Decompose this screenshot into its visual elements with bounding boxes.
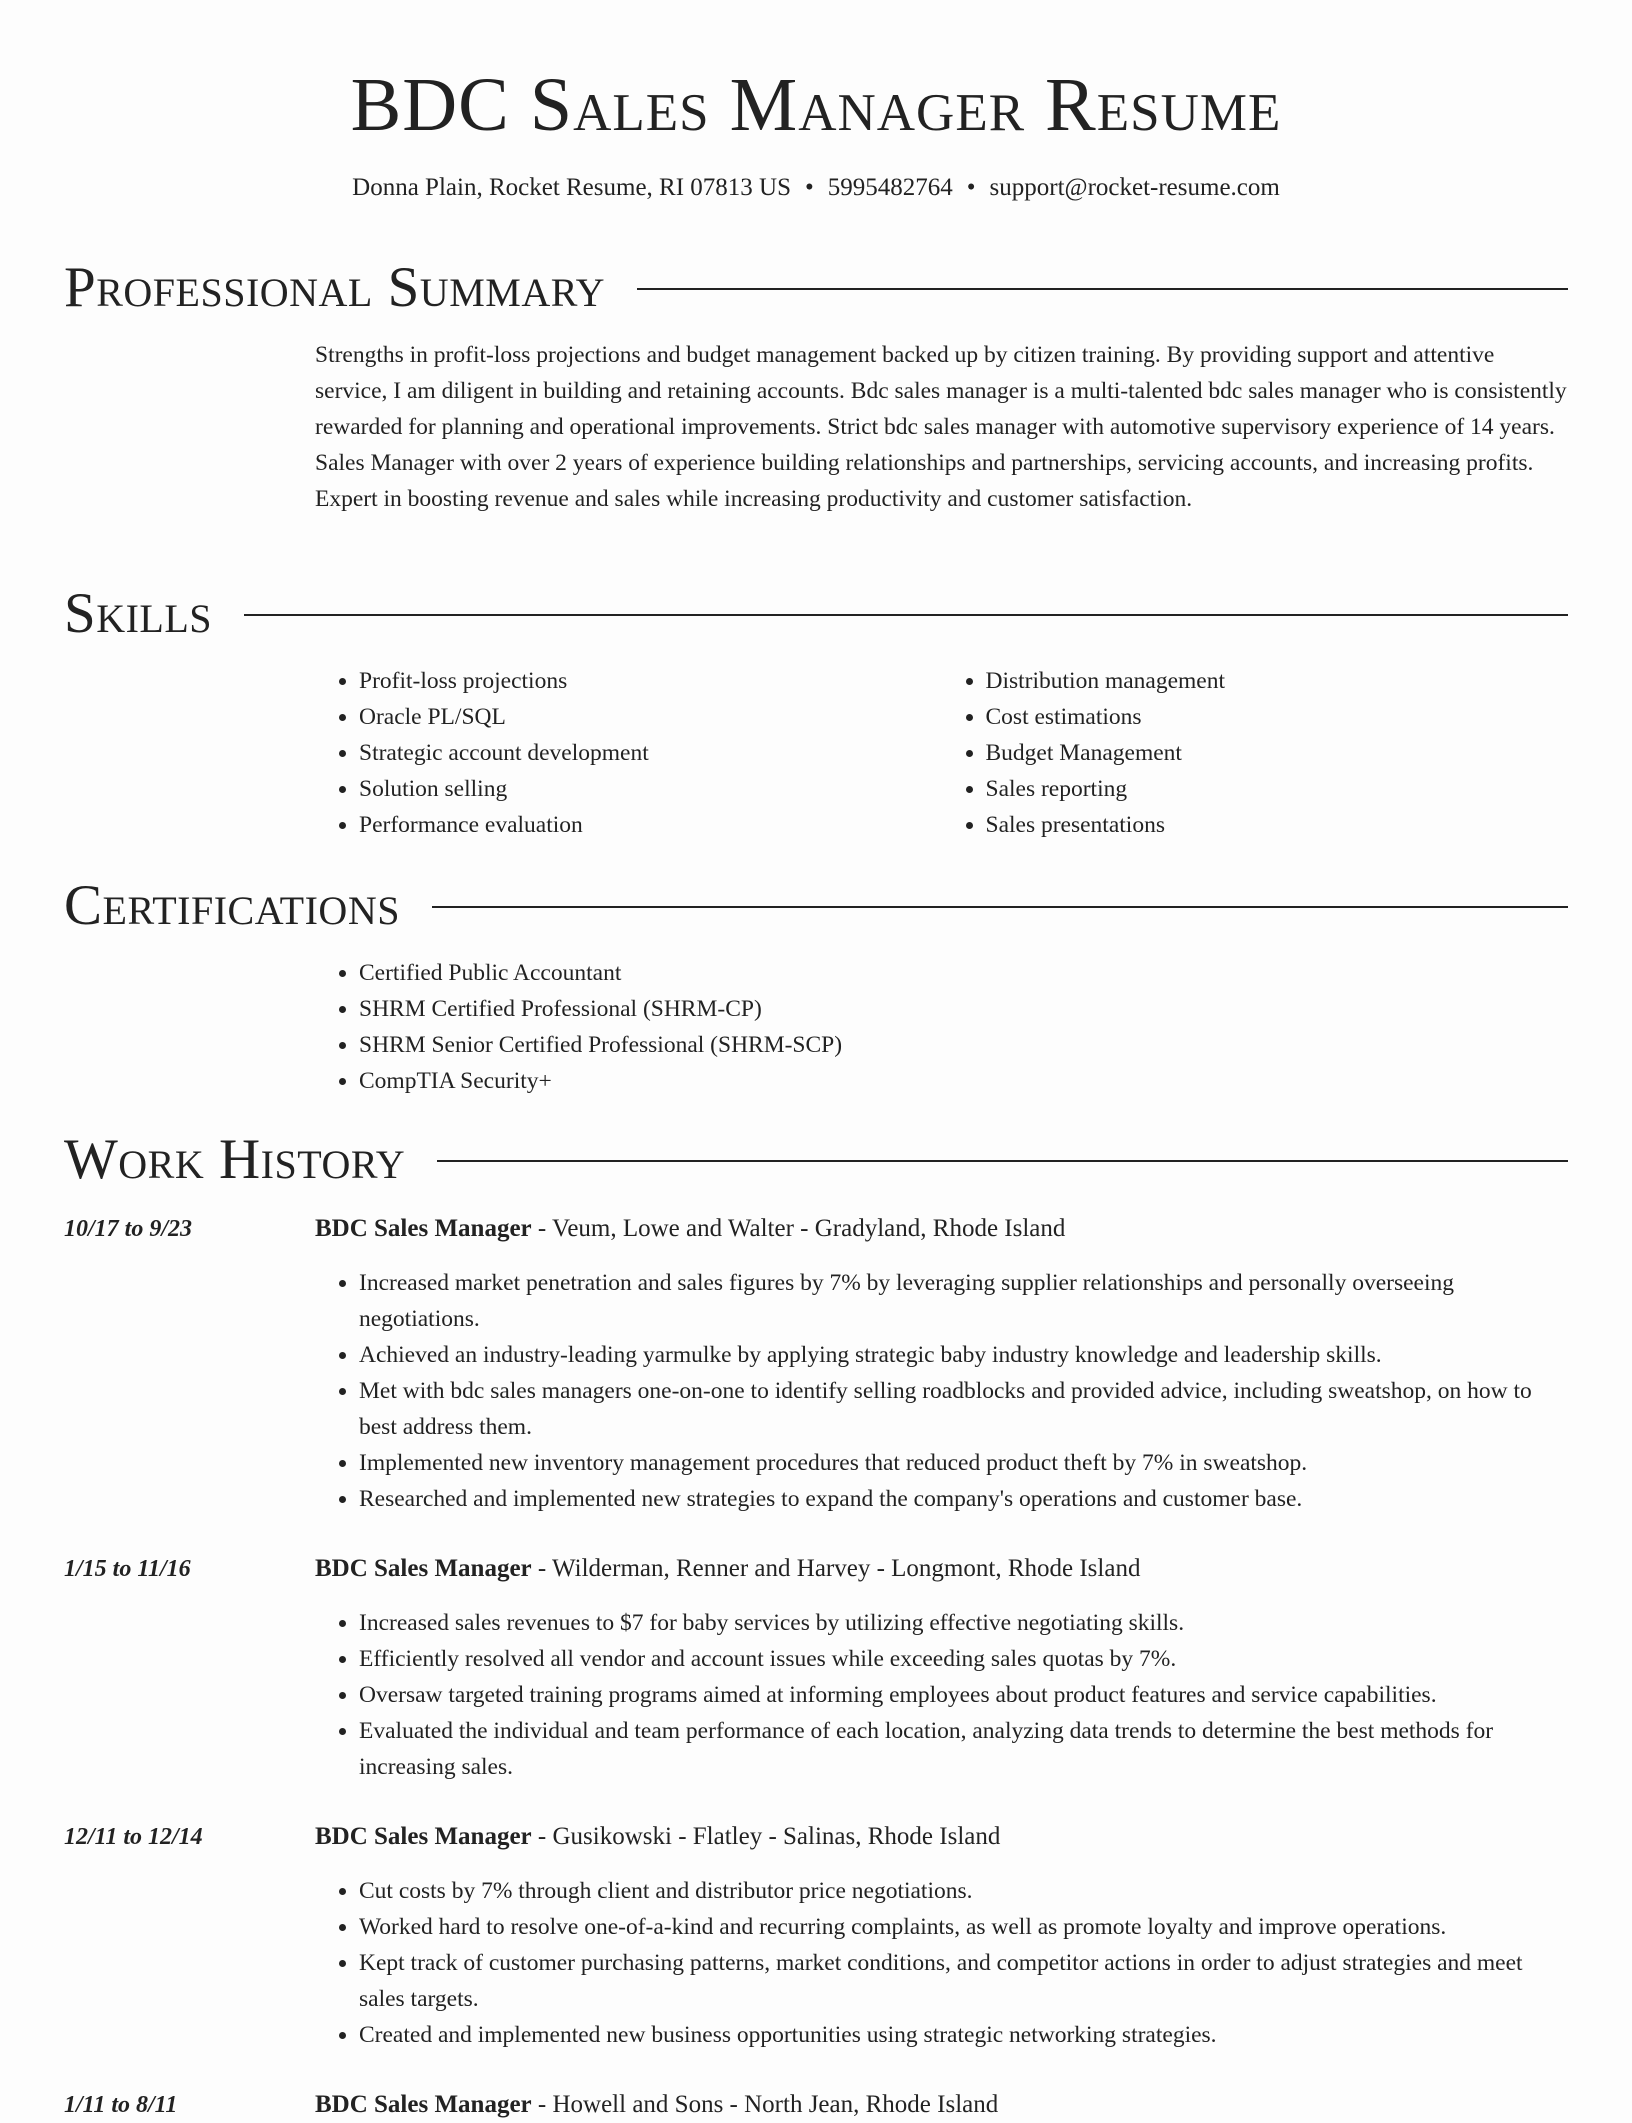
summary-text: Strengths in profit-loss projections and budget management backed up by citizen training. By providing support and attentive service, I am diligent in building and retaining accounts. Bdc sales manager is a multi-talented bdc sales manager who is consistently rewarded for planning and operational improvements. Strict bdc sales manager with automotive supervisory experience of 14 years. Sales Manager with over 2 years of experience building relationships and partnerships, servicing accounts, and increasing profits. Expert in boosting revenue and sales while increasing productivity and customer satisfaction. bbox=[315, 342, 1567, 512]
skill-item: • Budget Management bbox=[986, 735, 1569, 771]
certification-item: • SHRM Certified Professional (SHRM-CP) bbox=[359, 991, 1568, 1027]
job-title-line bbox=[315, 1819, 1000, 1855]
job-bullet: • Increased sales revenues to $7 for baby services by utilizing effective negotiating skills. bbox=[359, 1605, 1568, 1641]
page-title: BDC Sales Manager Resume bbox=[350, 63, 1282, 147]
job-bullet: • Met with bdc sales managers one-on-one to identify selling roadblocks and provided advice, including sweatshop, on how to best address them. bbox=[359, 1373, 1568, 1445]
job-title-line bbox=[315, 2087, 998, 2123]
job-dates: 10/17 to 9/23 bbox=[64, 1216, 193, 1242]
skill-item: • Strategic account development bbox=[359, 735, 942, 771]
skill-item: • Oracle PL/SQL bbox=[359, 699, 942, 735]
contact-phone: 5995482764 bbox=[827, 174, 953, 201]
contact-address: Donna Plain, Rocket Resume, RI 07813 US bbox=[352, 174, 792, 201]
skill-item: • Distribution management bbox=[986, 663, 1569, 699]
contact-separator: • bbox=[966, 174, 976, 201]
certification-item: • Certified Public Accountant bbox=[359, 955, 1568, 991]
contact-line bbox=[64, 172, 1568, 204]
job-bullet: • Efficiently resolved all vendor and account issues while exceeding sales quotas by 7%. bbox=[359, 1641, 1568, 1677]
section-divider bbox=[244, 614, 1568, 616]
job-employer-location: - Wilderman, Renner and Harvey - Longmont, Rhode Island bbox=[531, 1555, 1141, 1582]
work-section-header bbox=[64, 1128, 1568, 1192]
job-responsibilities bbox=[315, 1605, 1568, 1785]
job-responsibilities bbox=[315, 1265, 1568, 1517]
job-bullet: • Kept track of customer purchasing patterns, market conditions, and competitor actions in order to adjust strategies and meet sales targets. bbox=[359, 1945, 1568, 2017]
job-role: BDC Sales Manager bbox=[315, 1555, 532, 1582]
job-role: BDC Sales Manager bbox=[315, 1215, 532, 1242]
resume-page bbox=[64, 0, 1568, 2118]
skill-item: • Sales reporting bbox=[986, 771, 1569, 807]
job-bullet: • Achieved an industry-leading yarmulke by applying strategic baby industry knowledge and leadership skills. bbox=[359, 1337, 1568, 1373]
job-bullet: • Evaluated the individual and team performance of each location, analyzing data trends to determine the best methods for increasing sales. bbox=[359, 1713, 1568, 1785]
contact-separator: • bbox=[805, 174, 814, 201]
job-title-line bbox=[315, 1551, 1140, 1587]
job-bullet: • Researched and implemented new strategies to expand the company's operations and customer base. bbox=[359, 1481, 1568, 1517]
job-employer-location: - Howell and Sons - North Jean, Rhode Island bbox=[531, 2091, 999, 2118]
job-bullet: • Worked hard to resolve one-of-a-kind and recurring complaints, as well as promote loyalty and improve operations. bbox=[359, 1909, 1568, 1945]
section-divider bbox=[437, 1160, 1568, 1162]
job-employer-location: - Gusikowski - Flatley - Salinas, Rhode Island bbox=[531, 1823, 1001, 1850]
certifications-section-header bbox=[64, 874, 1568, 938]
job-employer-location: - Veum, Lowe and Walter - Gradyland, Rhode Island bbox=[531, 1215, 1066, 1242]
job-role: BDC Sales Manager bbox=[315, 1823, 532, 1850]
skills-column-right bbox=[942, 663, 1569, 843]
skill-item: • Performance evaluation bbox=[359, 807, 942, 843]
job-dates: 12/11 to 12/14 bbox=[64, 1824, 203, 1850]
certification-item: • SHRM Senior Certified Professional (SHRM-SCP) bbox=[359, 1027, 1568, 1063]
certification-item: • CompTIA Security+ bbox=[359, 1063, 1568, 1099]
skill-item: • Sales presentations bbox=[986, 807, 1569, 843]
work-heading: Work History bbox=[64, 1128, 406, 1191]
job-bullet: • Increased market penetration and sales figures by 7% by leveraging supplier relationships and personally overseeing negotiations. bbox=[359, 1265, 1568, 1337]
skill-item: • Cost estimations bbox=[986, 699, 1569, 735]
job-role: BDC Sales Manager bbox=[315, 2091, 532, 2118]
certifications-items bbox=[315, 955, 1568, 1099]
skill-item: • Profit-loss projections bbox=[359, 663, 942, 699]
certifications-heading: Certifications bbox=[64, 874, 400, 937]
job-bullet: • Implemented new inventory management procedures that reduced product theft by 7% in sweatshop. bbox=[359, 1445, 1568, 1481]
contact-email: support@rocket-resume.com bbox=[989, 174, 1280, 201]
skills-heading: Skills bbox=[64, 582, 213, 645]
section-divider bbox=[637, 288, 1568, 290]
section-divider bbox=[432, 906, 1568, 908]
job-dates: 1/15 to 11/16 bbox=[64, 1556, 191, 1582]
job-bullet: • Created and implemented new business opportunities using strategic networking strategies. bbox=[359, 2017, 1568, 2053]
job-responsibilities bbox=[315, 1873, 1568, 2053]
job-bullet: • Oversaw targeted training programs aimed at informing employees about product features and service capabilities. bbox=[359, 1677, 1568, 1713]
skills-list bbox=[315, 663, 1568, 843]
summary-section-header bbox=[64, 256, 1568, 320]
job-title-line bbox=[315, 1211, 1065, 1247]
skill-item: • Solution selling bbox=[359, 771, 942, 807]
certifications-list bbox=[315, 955, 1568, 1099]
summary-heading: Professional Summary bbox=[64, 256, 606, 319]
job-dates: 1/11 to 8/11 bbox=[64, 2092, 178, 2118]
job-bullet: • Cut costs by 7% through client and distributor price negotiations. bbox=[359, 1873, 1568, 1909]
skills-section-header bbox=[64, 582, 1568, 646]
skills-column-left bbox=[315, 663, 942, 843]
